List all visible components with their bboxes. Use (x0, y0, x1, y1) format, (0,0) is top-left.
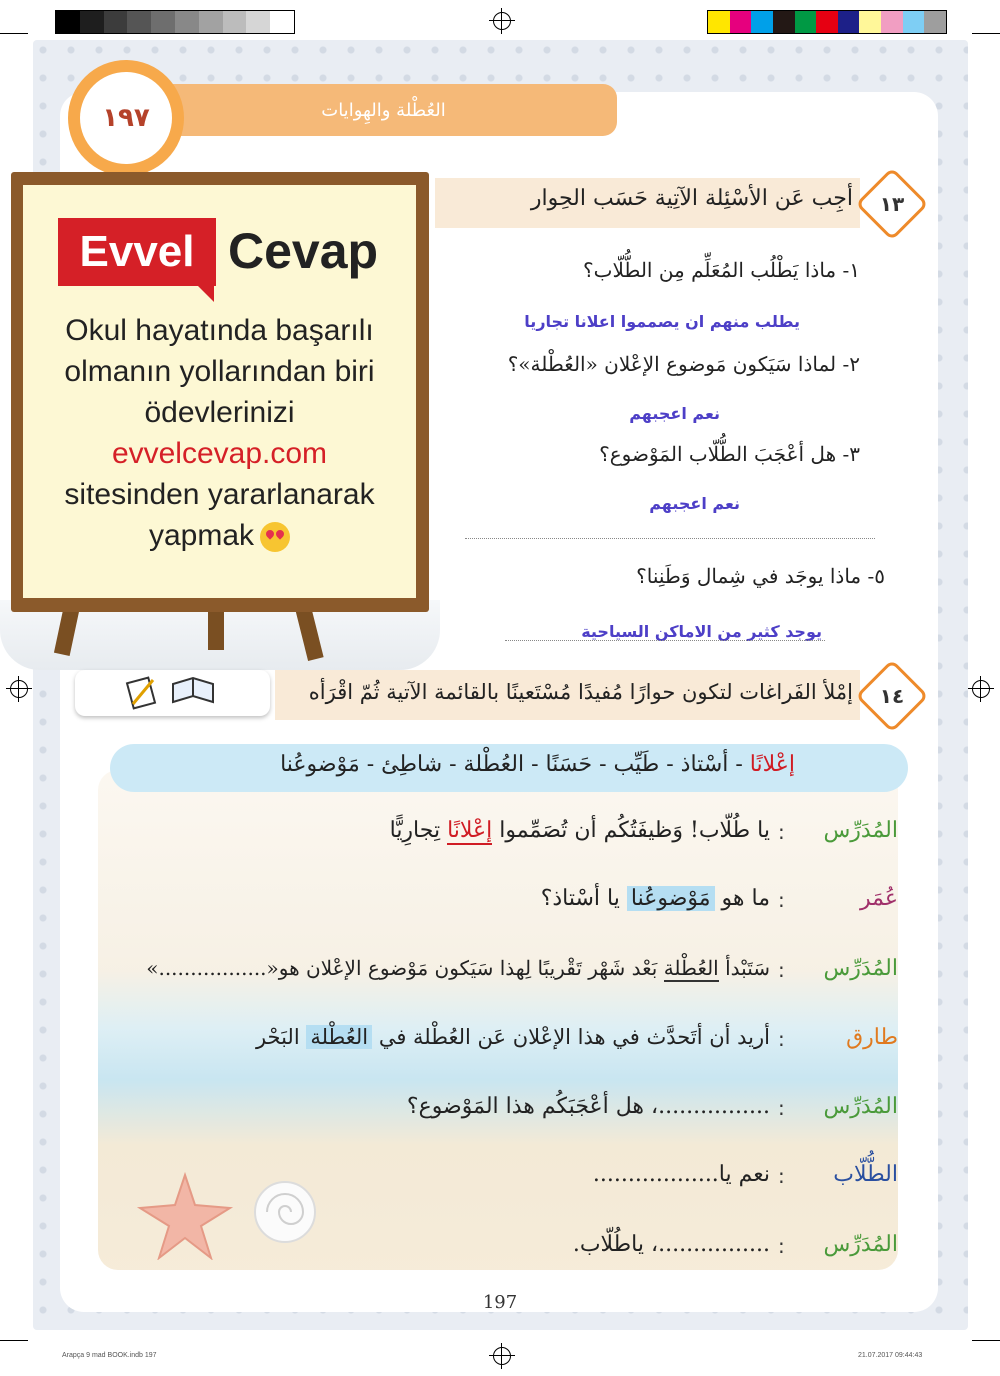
line-1-filled-blank[interactable]: إعْلانًا (447, 818, 493, 843)
chapter-title: العُطْلة والهِوايات (321, 99, 446, 121)
write-read-icon (75, 670, 270, 716)
ad-line-3: ödevlerinizi (144, 396, 295, 429)
dialogue-line-3 (100, 956, 770, 980)
dotted-line (465, 538, 875, 539)
dialogue-line-4 (150, 1025, 770, 1049)
evvel-logo-dark: Cevap (228, 223, 379, 279)
line-3-text-end: بَعْد شَهْر تَقْريبًا لِهذا سَيَكون مَوْضوع الإعْلان هو«.................» (146, 956, 664, 980)
evvel-logo-red (58, 218, 216, 286)
answer-5[interactable]: يوجد كثير من الاماكن السياحية (581, 622, 822, 641)
colon: : (778, 1164, 785, 1188)
line-4-text: أريد أن أتَحدَّث في هذا الإعْلان عَن العُطْلة في (372, 1025, 770, 1049)
page-badge (80, 72, 172, 164)
ad-line-1: Okul hayatında başarılı (65, 314, 374, 347)
grayscale-color-bar (55, 10, 295, 34)
line-1-text: يا طُلّاب! وَظيفَتُكُم أن تُصَمِّموا (492, 818, 770, 843)
question-5: ٥- ماذا يوجَد في شِمال وَطَنِنا؟ (636, 564, 885, 588)
line-1-text-end: تِجارِيًّا (389, 818, 448, 843)
logo-red-text: Evvel (79, 227, 195, 276)
cmyk-color-bar (707, 10, 947, 34)
word-bank-used-word: إعْلانًا (749, 752, 795, 777)
answer-1[interactable]: يطلب منهم ان يصمموا اعلانا تجاريا (524, 312, 800, 331)
colon: : (778, 820, 785, 844)
colon: : (778, 1096, 785, 1120)
speaker-teacher: المُدَرِّس (823, 818, 898, 843)
speaker-teacher: المُدَرِّس (823, 956, 898, 981)
dotted-line (505, 640, 825, 641)
activity-icons (75, 670, 270, 716)
exercise13-number: ١٣ (879, 192, 905, 216)
print-timestamp: 21.07.2017 09:44:43 (858, 1352, 923, 1359)
line-4-filled-blank[interactable]: العُطْلة (306, 1025, 372, 1049)
registration-mark-top (493, 12, 511, 30)
dialogue-line-2 (200, 886, 770, 911)
dialogue-line-5 (200, 1094, 770, 1119)
colon: : (778, 888, 785, 912)
crop-mark (0, 1340, 28, 1341)
line-4-text-end: البَحْر (255, 1025, 307, 1049)
ad-line-5: sitesinden yararlanarak (64, 478, 375, 511)
registration-mark-bottom (493, 1347, 511, 1365)
speaker-tariq: طارق (846, 1025, 898, 1050)
line-5-text[interactable]: ................، هل أعْجَبَكُم هذا المَوْضوع؟ (406, 1094, 770, 1119)
answer-3[interactable]: نعم اعجبهم (649, 494, 740, 513)
page-number: 197 (482, 1292, 518, 1313)
speaker-students: الطُّلّاب (833, 1162, 898, 1187)
question-3: ٣- هل أعْجَبَ الطُّلّاب المَوْضوع؟ (599, 442, 860, 466)
logo-speech-tail (196, 284, 214, 302)
line-6-text[interactable]: نعم يا.................. (592, 1162, 770, 1187)
crop-mark (972, 1340, 1000, 1341)
registration-mark-right (972, 680, 990, 698)
line-3-underlined-word: العُطْلة (663, 956, 719, 980)
exercise14-number: ١٤ (879, 684, 905, 708)
speaker-omar: عُمَر (860, 886, 898, 911)
question-1: ١- ماذا يَطْلُب المُعَلِّم مِن الطُّلّاب؟ (583, 258, 860, 282)
line-3-text: سَتَبْدأ (718, 956, 770, 980)
dialogue-line-1 (200, 818, 770, 843)
chapter-title-bar (150, 84, 617, 136)
line-2-text-end: يا أسْتاذ؟ (540, 886, 627, 911)
colon: : (778, 958, 785, 982)
seashell-icon (245, 1170, 325, 1250)
ad-website-link[interactable]: evvelcevap.com (111, 437, 328, 470)
ad-line-6-wrap (23, 519, 416, 553)
question-2: ٢- لماذا سَيَكون مَوضوع الإعْلان «العُطْلة»؟ (507, 352, 860, 376)
starfish-icon (135, 1170, 235, 1260)
exercise14-instruction: إمْلأ الفَراغات لتكون حوارًا مُفيدًا مُسْتَعينًا بالقائمة الآتية ثُمّ اقْرَأه (308, 680, 853, 704)
registration-mark-left (10, 680, 28, 698)
crop-mark (0, 33, 28, 34)
page-badge-number: ١٩٧ (102, 103, 150, 133)
crop-mark (972, 33, 1000, 34)
word-bank-words: - أسْتاذ - طَيِّب - حَسَنًا - العُطْلة - شاطِئ - مَوْضوعُنا (280, 752, 743, 777)
heart-eyes-emoji-icon (260, 522, 290, 552)
colon: : (778, 1234, 785, 1258)
ad-line-2: olmanın yollarından biri (64, 355, 375, 388)
line-2-filled-blank[interactable]: مَوْضوعُنا (627, 886, 715, 911)
speaker-teacher: المُدَرِّس (823, 1094, 898, 1119)
speaker-teacher: المُدَرِّس (823, 1232, 898, 1257)
line-2-text: ما هو (714, 886, 770, 911)
answer-2[interactable]: نعم اعجبهم (629, 404, 720, 423)
exercise13-instruction: أجِب عَن الأسْئِلة الآتِية حَسَب الحِوار (530, 186, 853, 211)
word-bank-text (120, 752, 795, 777)
file-info: Arapça 9 mad BOOK.indb 197 (62, 1352, 157, 1359)
colon: : (778, 1027, 785, 1051)
ad-line-6: yapmak (148, 519, 255, 552)
line-7-text[interactable]: ................، ياطُلّاب. (572, 1232, 770, 1257)
